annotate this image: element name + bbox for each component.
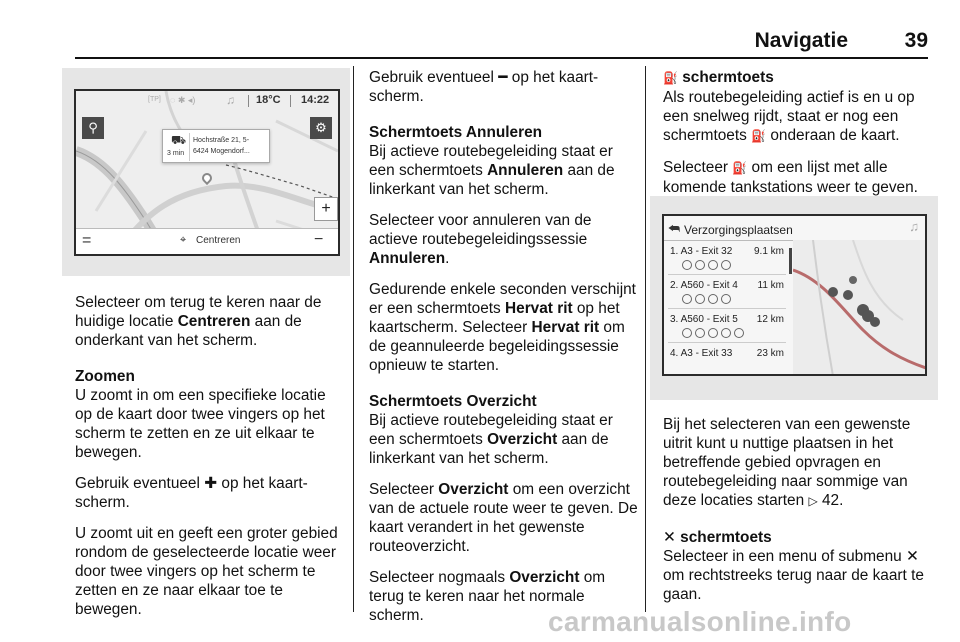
text: Selecteer om terug te keren naar de huidige locatie — [75, 294, 322, 330]
cancel-paragraph-3 — [369, 280, 639, 375]
list-scrollbar[interactable] — [789, 248, 792, 274]
facility-icon — [708, 260, 718, 270]
fuel-pump-icon: ⛽ — [751, 129, 767, 143]
popup-sep — [189, 133, 190, 161]
rest-area-map — [793, 240, 926, 376]
fuel-paragraph-2 — [663, 158, 933, 197]
text: Selecteer — [369, 481, 439, 498]
text: om terug te keren naar het normale scherm. — [369, 569, 606, 624]
column-1 — [75, 293, 345, 619]
overview-paragraph-1 — [369, 411, 639, 468]
fuel-heading — [663, 68, 933, 88]
rest-area-name: 3. A560 - Exit 5 — [670, 314, 738, 325]
keyword: Annuleren — [487, 162, 564, 179]
keyword: Annuleren — [369, 250, 446, 267]
exit-paragraph — [663, 415, 933, 511]
cancel-paragraph-1 — [369, 142, 639, 199]
nav-map-figure — [62, 68, 350, 276]
text: om een lijst met alle komende tankstations weer te geven. — [663, 159, 918, 196]
rest-area-name: 1. A3 - Exit 32 — [670, 246, 733, 257]
map-bottom-bar — [76, 228, 338, 254]
text: aan de onderkant van het scherm. — [75, 313, 302, 349]
rest-area-distance: 11 km — [757, 280, 784, 291]
header-rule — [75, 57, 928, 59]
centre-keyword: Centreren — [177, 313, 251, 330]
text: Selecteer nogmaals — [369, 569, 510, 586]
status-sep — [248, 95, 249, 107]
popup-time: 3 min — [167, 150, 185, 157]
text: schermtoets — [677, 69, 774, 86]
plus-icon: ✚ — [204, 475, 218, 492]
text: om een overzicht van de actuele route weer te geven. De kaart verandert in het gewenste routeoverzicht. — [369, 481, 638, 555]
popup-address-1: Hochstraße 21, 5- — [193, 137, 250, 144]
column-divider-1 — [353, 66, 354, 612]
text: Bij actieve routebegeleiding staat er een schermtoets — [369, 412, 613, 448]
text: Als routebegeleiding actief is en u op een snelweg rijdt, staat er nog een schermtoets — [663, 89, 915, 144]
text: . — [445, 250, 450, 267]
zoom-in-button[interactable]: + — [314, 197, 338, 221]
search-icon[interactable]: ⚲ — [82, 117, 104, 139]
keyword: Hervat rit — [531, 319, 600, 336]
rest-area-row[interactable] — [668, 243, 786, 275]
text: aan de linkerkant van het scherm. — [369, 431, 609, 467]
keyword: Overzicht — [487, 431, 558, 448]
text: Selecteer — [663, 159, 733, 176]
text: op het kaartscherm. Selecteer — [369, 300, 620, 336]
column-3-bottom — [663, 415, 933, 604]
fuel-pump-icon: ⛽ — [663, 71, 678, 85]
close-icon: ✕ — [905, 548, 919, 565]
rest-area-row[interactable] — [668, 277, 786, 309]
cancel-paragraph-2 — [369, 211, 639, 268]
facility-icon — [682, 260, 692, 270]
keyword: Overzicht — [438, 481, 509, 498]
text: Bij actieve routebegeleiding staat er een schermtoets — [369, 143, 613, 179]
facility-icon — [721, 328, 731, 338]
destination-popup[interactable] — [162, 129, 270, 163]
facility-icon — [682, 294, 692, 304]
settings-gear-icon[interactable]: ⚙ — [310, 117, 332, 139]
centre-button[interactable]: Centreren — [196, 235, 241, 246]
fuel-pump-icon: ⛽ — [732, 161, 748, 175]
zoom-paragraph-2 — [75, 474, 345, 512]
rest-area-distance: 12 km — [756, 314, 784, 325]
rest-area-row[interactable] — [668, 311, 786, 343]
rest-area-screen — [662, 214, 927, 376]
overview-paragraph-2 — [369, 480, 639, 556]
rest-area-distance: 23 km — [756, 348, 784, 359]
fuel-paragraph-1 — [663, 88, 933, 146]
clock: 14:22 — [301, 94, 330, 106]
text: Gedurende enkele seconden verschijnt er een schermtoets — [369, 281, 636, 317]
text: om de geannuleerde begeleidingssessie opnieuw te starten. — [369, 319, 625, 374]
page-number: 39 — [904, 29, 928, 52]
text: op het kaartscherm. — [369, 69, 599, 105]
text: op het kaartscherm. — [75, 475, 308, 511]
music-icon[interactable]: ♫ — [226, 93, 235, 107]
status-sep — [290, 95, 291, 107]
popup-address-2: 6424 Mogendorf... — [193, 148, 250, 155]
rest-area-row[interactable] — [668, 345, 786, 376]
text: schermtoets — [675, 529, 772, 546]
facility-icon — [695, 294, 705, 304]
facility-icon — [734, 328, 744, 338]
cancel-heading: Schermtoets Annuleren — [369, 124, 543, 141]
page-reference: 42. — [817, 492, 844, 509]
back-arrow-icon[interactable]: ⮪ — [668, 221, 681, 236]
zoom-heading: Zoomen — [75, 368, 135, 385]
close-paragraph — [663, 547, 933, 604]
close-icon: ✕ — [663, 529, 676, 546]
rest-area-list — [664, 240, 794, 376]
status-icons: ◌ ✱ ◂) — [170, 95, 196, 105]
text: Selecteer in een menu of submenu — [663, 548, 906, 565]
text: om rechtstreeks terug naar de kaart te gaan. — [663, 567, 924, 603]
page-title: Navigatie — [754, 29, 848, 52]
rest-area-name: 2. A560 - Exit 4 — [670, 280, 738, 291]
facility-icon — [695, 260, 705, 270]
facility-icon — [708, 328, 718, 338]
car-icon: ⛟ — [171, 133, 187, 147]
menu-button[interactable]: = — [82, 232, 92, 249]
minus-icon: ━ — [498, 69, 508, 86]
zoom-out-button[interactable]: − — [314, 231, 324, 248]
temperature: 18°C — [256, 94, 281, 106]
text: Bij het selecteren van een gewenste uitrit kunt u nuttige plaatsen in het betreffende gebied opvragen en routebegeleiding naar sommige van deze locaties starten — [663, 416, 911, 509]
facility-icon — [695, 328, 705, 338]
watermark: carmanualsonline.info — [548, 606, 852, 637]
overview-heading: Schermtoets Overzicht — [369, 393, 537, 410]
rest-area-distance: 9.1 km — [753, 246, 784, 257]
facility-icon — [682, 328, 692, 338]
close-heading — [663, 528, 933, 547]
music-icon[interactable]: ♫ — [909, 219, 919, 234]
status-tp: [TP] — [148, 96, 161, 103]
facility-icon — [721, 294, 731, 304]
text: aan de linkerkant van het scherm. — [369, 162, 615, 198]
nav-map-screen — [74, 89, 340, 256]
centre-crosshair-icon: ⌖ — [180, 234, 187, 246]
keyword: Overzicht — [509, 569, 580, 586]
column-3-top — [663, 68, 933, 197]
zoom-paragraph-3: U zoomt uit en geeft een groter gebied rondom de geselecteerde locatie weer door twee vingers op het scherm te zetten en ze naar elkaar toe te bewegen. — [75, 525, 338, 618]
rest-area-figure — [650, 196, 938, 400]
text: onderaan de kaart. — [766, 127, 900, 144]
text: Gebruik eventueel — [369, 69, 499, 86]
rest-area-name: 4. A3 - Exit 33 — [670, 348, 733, 359]
column-2 — [369, 68, 639, 625]
rest-area-title: Verzorgingsplaatsen — [684, 223, 793, 237]
keyword: Hervat rit — [505, 300, 573, 317]
text: Gebruik eventueel — [75, 475, 205, 492]
zoom-paragraph-1: U zoomt in om een specifieke locatie op de kaart door twee vingers op het scherm te zetten en ze uit elkaar te bewegen. — [75, 387, 326, 461]
text: Selecteer voor annuleren van de actieve routebegeleidingssessie — [369, 212, 592, 248]
page-reference-icon: ▷ — [808, 494, 818, 508]
column-divider-2 — [645, 66, 646, 612]
facility-icon — [708, 294, 718, 304]
facility-icon — [721, 260, 731, 270]
zoom-out-paragraph — [369, 68, 639, 106]
centre-paragraph — [75, 293, 345, 350]
